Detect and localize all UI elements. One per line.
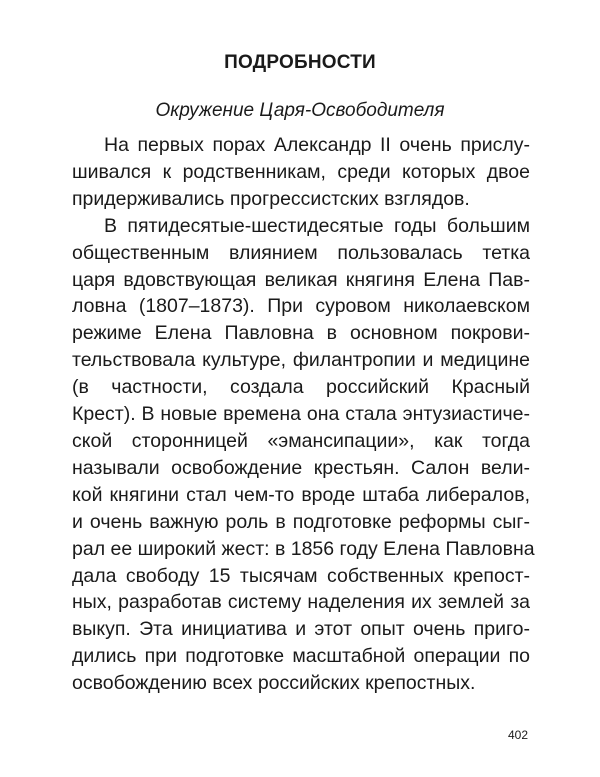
text-line: ных, разработав систему наделения их землей за — [72, 591, 530, 614]
text-line: общественным влиянием пользовалась тетка — [72, 241, 530, 264]
page-number: 402 — [507, 728, 528, 742]
text-line: ловна (1807–1873). При суровом николаевском — [72, 295, 530, 318]
text-line: придерживались прогрессистских взглядов. — [72, 187, 470, 210]
section-heading: ПОДРОБНОСТИ — [224, 52, 376, 73]
text-line: режиме Елена Павловна в основном покрови- — [72, 322, 530, 345]
paragraph-2 — [72, 213, 535, 697]
text-line: ской сторонницей «эмансипации», как тогда — [72, 429, 530, 452]
text-line: рал ее широкий жест: в 1856 году Елена Павловна — [72, 537, 535, 560]
text-line: дились при подготовке масштабной операции по — [72, 645, 530, 668]
text-line: кой княгини стал чем-то вроде штаба либералов, — [72, 483, 530, 506]
article-title: Окружение Царя-Освободителя — [155, 100, 445, 121]
text-line: шивался к родственникам, среди которых двое — [72, 160, 530, 183]
text-line: (в частности, создала российский Красный — [72, 376, 530, 399]
text-line: Крест). В новые времена она стала энтузиастиче- — [72, 403, 530, 426]
text-line: дала свободу 15 тысячам собственных крепост- — [72, 564, 530, 587]
body-text — [72, 132, 535, 697]
text-line: На первых порах Александр II очень прислу- — [104, 134, 530, 156]
text-line: царя вдовствующая великая княгиня Елена Пав- — [72, 268, 530, 291]
paragraph-1 — [72, 132, 530, 213]
text-line: тельствовала культуре, филантропии и медицине — [72, 349, 530, 372]
text-line: В пятидесятые-шестидесятые годы большим — [104, 214, 530, 237]
text-line: называли освобождение крестьян. Салон вели- — [72, 456, 530, 479]
text-line: выкуп. Эта инициатива и этот опыт очень приго- — [72, 618, 530, 641]
text-line: освобождению всех российских крепостных. — [72, 672, 476, 695]
text-line: и очень важную роль в подготовке реформы сыг- — [72, 510, 530, 533]
